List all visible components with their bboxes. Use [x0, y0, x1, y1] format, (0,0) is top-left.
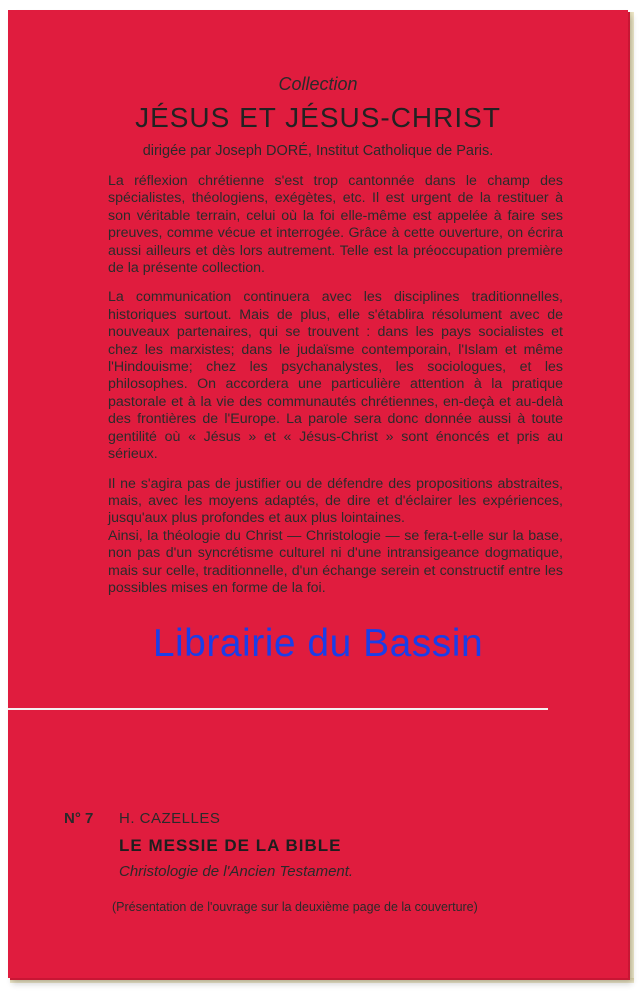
paragraph-3: Il ne s'agira pas de justifier ou de défendre des propositions abstraites, mais, avec les moyens adaptés, de dire et d'éclairer les expériences, jusqu'aux plus profondes et aux plus lointaines.: [108, 475, 563, 527]
series-title: JÉSUS ET JÉSUS-CHRIST: [135, 102, 501, 133]
paragraph-2: La communication continuera avec les disciplines traditionnelles, historiques surtout. Mais de plus, elle s'établira résolument avec de nouveaux partenaires, qui se trouvent : dans les pays socialistes et chez les marxistes; dans le judaïsme contemporain, l'Islam et même l'Hindouisme; chez les psychanalystes, les sociologues, et les philosophes. On accordera une particulière attention à la pratique pastorale et à la vie des communautés chrétiennes, en-deçà et au-delà des frontières de l'Europe. La parole sera donc donnée aussi à toute gentilité où « Jésus » et « Jésus-Christ » sont énoncés et pris au sérieux.: [108, 289, 563, 463]
page-edge-bottom: [10, 978, 634, 983]
book-title: LE MESSIE DE LA BIBLE: [119, 836, 342, 855]
book-subtitle: Christologie de l'Ancien Testament.: [119, 863, 354, 880]
paragraph-1: La réflexion chrétienne s'est trop cantonnée dans le champ des spécialistes, théologiens, exégètes, etc. Il est urgent de la restituer à son véritable terrain, celui où la foi elle-même est appelée à faire ses preuves, comme vécue et interrogée. Grâce à cette ouverture, on écrira aussi ailleurs et dès lors autrement. Telle est la préoccupation première de la présente collection.: [108, 173, 563, 277]
bookseller-watermark: Librairie du Bassin: [152, 622, 484, 665]
series-editor-line: dirigée par Joseph DORÉ, Institut Catholique de Paris.: [142, 143, 494, 159]
volume-number: N° 7: [64, 810, 94, 827]
paragraph-4: Ainsi, la théologie du Christ — Christologie — se fera-t-elle sur la base, non pas d'un syncrétisme culturel ni d'une intransigeance dogmatique, mais sur celle, traditionnelle, d'un échange serein et constructif entre les possibles mises en forme de la foi.: [108, 527, 563, 596]
book-back-cover: [8, 10, 628, 978]
horizontal-rule: [8, 708, 548, 710]
presentation-note: (Présentation de l'ouvrage sur la deuxième page de la couverture): [112, 900, 478, 914]
page-edge-right: [628, 12, 634, 978]
book-author: H. CAZELLES: [119, 810, 221, 827]
collection-description: [108, 173, 563, 609]
collection-label: Collection: [278, 74, 358, 94]
